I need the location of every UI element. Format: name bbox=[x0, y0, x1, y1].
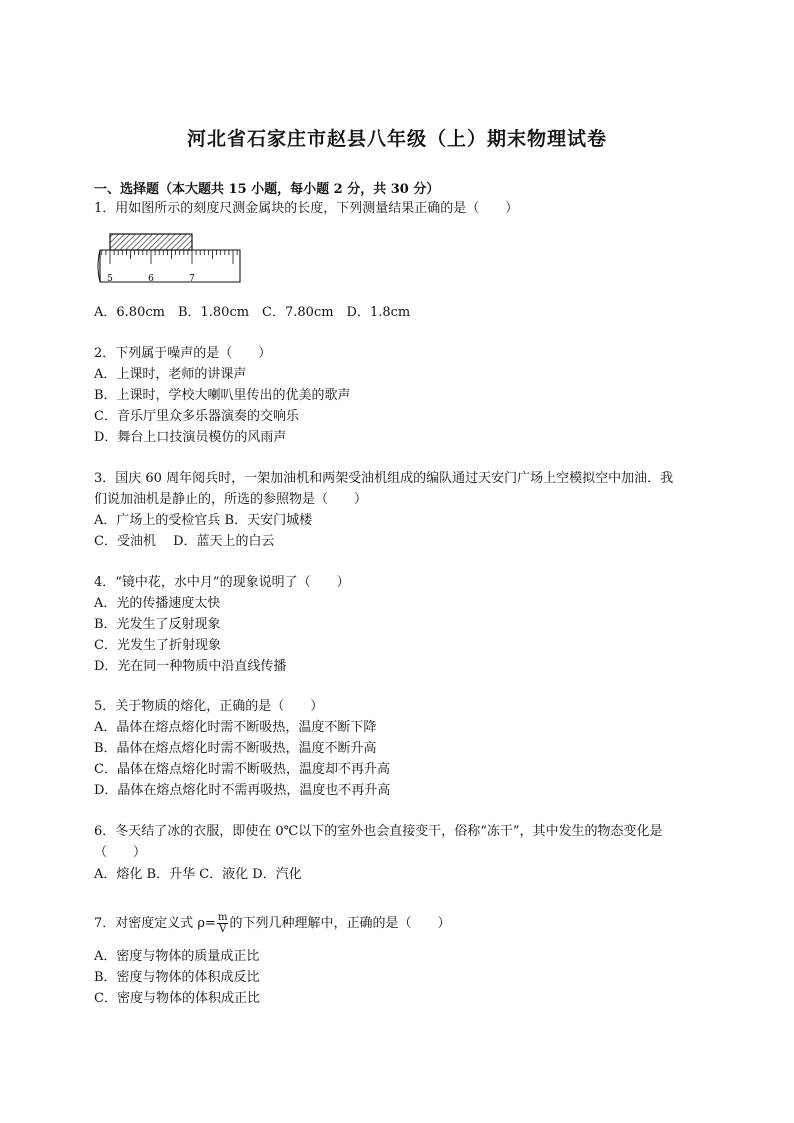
q3-stem-line1: 3．国庆 60 周年阅兵时，一架加油机和两架受油机组成的编队通过天安门广场上空模拟空中加油．我 bbox=[94, 471, 674, 486]
metal-block bbox=[110, 234, 192, 250]
ruler-label-6: 6 bbox=[148, 274, 154, 284]
q3-stem-line2: 们说加油机是静止的，所选的参照物是（ ） bbox=[94, 492, 368, 507]
ruler-body bbox=[100, 250, 240, 282]
q3-options-ab: A．广场上的受检官兵 B．天安门城楼 bbox=[94, 513, 313, 528]
q7-stem-prefix: 7．对密度定义式 ρ= bbox=[94, 916, 216, 931]
q4-option-b: B．光发生了反射现象 bbox=[94, 617, 221, 632]
q2-option-c: C．音乐厅里众多乐器演奏的交响乐 bbox=[94, 409, 299, 424]
ruler-label-5: 5 bbox=[107, 274, 113, 284]
q6-stem-line2: （ ） bbox=[94, 845, 147, 860]
fraction-numerator: m bbox=[217, 912, 228, 923]
q2-option-b: B．上课时，学校大喇叭里传出的优美的歌声 bbox=[94, 388, 351, 403]
q5-option-b: B．晶体在熔点熔化时需不断吸热，温度不断升高 bbox=[94, 741, 377, 756]
fraction-denominator: V bbox=[219, 924, 227, 935]
q4-option-d: D．光在同一种物质中沿直线传播 bbox=[94, 659, 287, 674]
q4-option-c: C．光发生了折射现象 bbox=[94, 638, 221, 653]
ruler-figure bbox=[96, 228, 242, 292]
section-heading: 一、选择题（本大题共 15 小题，每小题 2 分，共 30 分） bbox=[94, 182, 440, 197]
q6-options: A．熔化 B．升华 C．液化 D．汽化 bbox=[94, 867, 302, 882]
q5-stem: 5．关于物质的熔化，正确的是（ ） bbox=[94, 699, 324, 714]
q7-stem-suffix: 的下列几种理解中，正确的是（ ） bbox=[229, 916, 451, 931]
q5-option-a: A．晶体在熔点熔化时需不断吸热，温度不断下降 bbox=[94, 720, 377, 735]
q5-option-c: C．晶体在熔点熔化时需不断吸热，温度却不再升高 bbox=[94, 762, 390, 777]
q5-option-d: D．晶体在熔点熔化时不需再吸热，温度也不再升高 bbox=[94, 783, 391, 798]
q2-option-d: D．舞台上口技演员模仿的风雨声 bbox=[94, 430, 287, 445]
q3-options-cd: C．受油机 D．蓝天上的白云 bbox=[94, 534, 275, 549]
q7-option-c: C．密度与物体的体积成正比 bbox=[94, 991, 260, 1006]
q4-stem: 4．“镜中花，水中月”的现象说明了（ ） bbox=[94, 575, 350, 590]
page-title: 河北省石家庄市赵县八年级（上）期末物理试卷 bbox=[186, 128, 607, 150]
ruler-ticks bbox=[102, 250, 237, 264]
q7-stem bbox=[94, 912, 450, 935]
q1-stem: 1．用如图所示的刻度尺测金属块的长度，下列测量结果正确的是（ ） bbox=[94, 201, 519, 216]
q2-option-a: A．上课时，老师的讲课声 bbox=[94, 367, 247, 382]
q1-options: A．6.80cm B．1.80cm C．7.80cm D．1.8cm bbox=[94, 305, 411, 320]
q2-stem: 2．下列属于噪声的是（ ） bbox=[94, 346, 272, 361]
density-fraction bbox=[217, 912, 228, 935]
q7-option-a: A．密度与物体的质量成正比 bbox=[94, 949, 260, 964]
ruler-label-7: 7 bbox=[189, 274, 195, 284]
q6-stem-line1: 6．冬天结了冰的衣服，即使在 0℃以下的室外也会直接变干，俗称“冻干”，其中发生的物态变化是 bbox=[94, 824, 663, 839]
q7-option-b: B．密度与物体的体积成反比 bbox=[94, 970, 260, 985]
q4-option-a: A．光的传播速度太快 bbox=[94, 596, 221, 611]
